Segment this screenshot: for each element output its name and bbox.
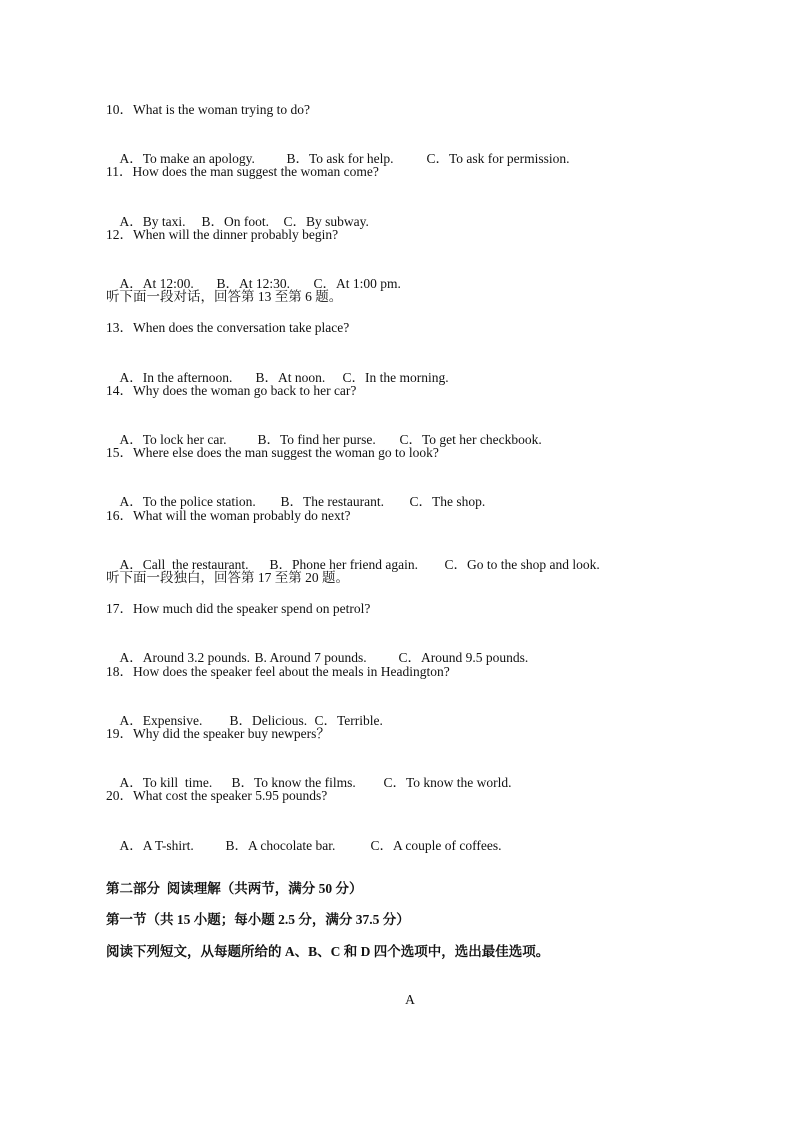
- option-15-b: B．The restaurant.: [280, 494, 384, 509]
- question-20: 20．What cost the speaker 5.95 pounds?: [106, 788, 328, 803]
- question-16: 16．What will the woman probably do next?: [106, 508, 351, 523]
- option-14-c: C．To get her checkbook.: [399, 432, 542, 447]
- option-17-a: A．Around 3.2 pounds.: [119, 650, 250, 665]
- reading-part-title: 第二部分 阅读理解（共两节，满分 50 分）: [106, 881, 363, 896]
- option-15-a: A．To the police station.: [119, 494, 256, 509]
- option-16-b: B．Phone her friend again.: [269, 557, 418, 572]
- option-15-c: C．The shop.: [409, 494, 486, 509]
- reading-section-title: 第一节（共 15 小题；每小题 2.5 分，满分 37.5 分）: [106, 912, 410, 927]
- option-13-a: A．In the afternoon.: [119, 370, 233, 385]
- options-20: [106, 819, 501, 873]
- question-19: 19．Why did the speaker buy newpers？: [106, 726, 330, 741]
- option-20-a: A．A T-shirt.: [119, 838, 194, 853]
- option-17-c: C．Around 9.5 pounds.: [398, 650, 529, 665]
- option-11-b: B．On foot.: [201, 214, 269, 229]
- passage-label: A: [405, 992, 415, 1007]
- option-12-a: A．At 12:00.: [119, 276, 194, 291]
- option-18-b: B．Delicious.: [229, 713, 308, 728]
- option-10-a: A．To make an apology.: [119, 151, 255, 166]
- instruction-monologue: 听下面一段独白，回答第 17 至第 20 题。: [106, 570, 349, 585]
- option-14-b: B．To find her purse.: [257, 432, 376, 447]
- question-11: 11．How does the man suggest the woman come?: [106, 164, 379, 179]
- option-10-b: B．To ask for help.: [286, 151, 394, 166]
- option-16-a: A．Call the restaurant.: [119, 557, 249, 572]
- option-12-b: B．At 12:30.: [216, 276, 291, 291]
- option-12-c: C．At 1:00 pm.: [313, 276, 401, 291]
- question-15: 15．Where else does the man suggest the woman go to look?: [106, 445, 439, 460]
- option-11-c: C．By subway.: [283, 214, 369, 229]
- option-13-b: B．At noon.: [255, 370, 326, 385]
- question-12: 12．When will the dinner probably begin?: [106, 227, 339, 242]
- option-17-b: B. Around 7 pounds.: [254, 650, 367, 665]
- question-14: 14．Why does the woman go back to her car?: [106, 383, 357, 398]
- question-10: 10．What is the woman trying to do?: [106, 102, 310, 117]
- question-18: 18．How does the speaker feel about the meals in Headington?: [106, 664, 450, 679]
- option-10-c: C．To ask for permission.: [426, 151, 570, 166]
- option-20-b: B．A chocolate bar.: [225, 838, 336, 853]
- option-20-c: C．A couple of coffees.: [370, 838, 502, 853]
- option-19-a: A．To kill time.: [119, 775, 213, 790]
- option-13-c: C．In the morning.: [342, 370, 449, 385]
- option-16-c: C．Go to the shop and look.: [444, 557, 600, 572]
- reading-instruction: 阅读下列短文，从每题所给的 A、B、C 和 D 四个选项中，选出最佳选项。: [106, 944, 550, 959]
- option-18-c: C．Terrible.: [314, 713, 383, 728]
- option-14-a: A．To lock her car.: [119, 432, 227, 447]
- instruction-dialogue: 听下面一段对话，回答第 13 至第 6 题。: [106, 289, 343, 304]
- option-11-a: A．By taxi.: [119, 214, 186, 229]
- question-13: 13．When does the conversation take place?: [106, 320, 350, 335]
- question-17: 17．How much did the speaker spend on petrol?: [106, 601, 371, 616]
- option-19-b: B．To know the films.: [231, 775, 356, 790]
- option-19-c: C．To know the world.: [383, 775, 512, 790]
- option-18-a: A．Expensive.: [119, 713, 203, 728]
